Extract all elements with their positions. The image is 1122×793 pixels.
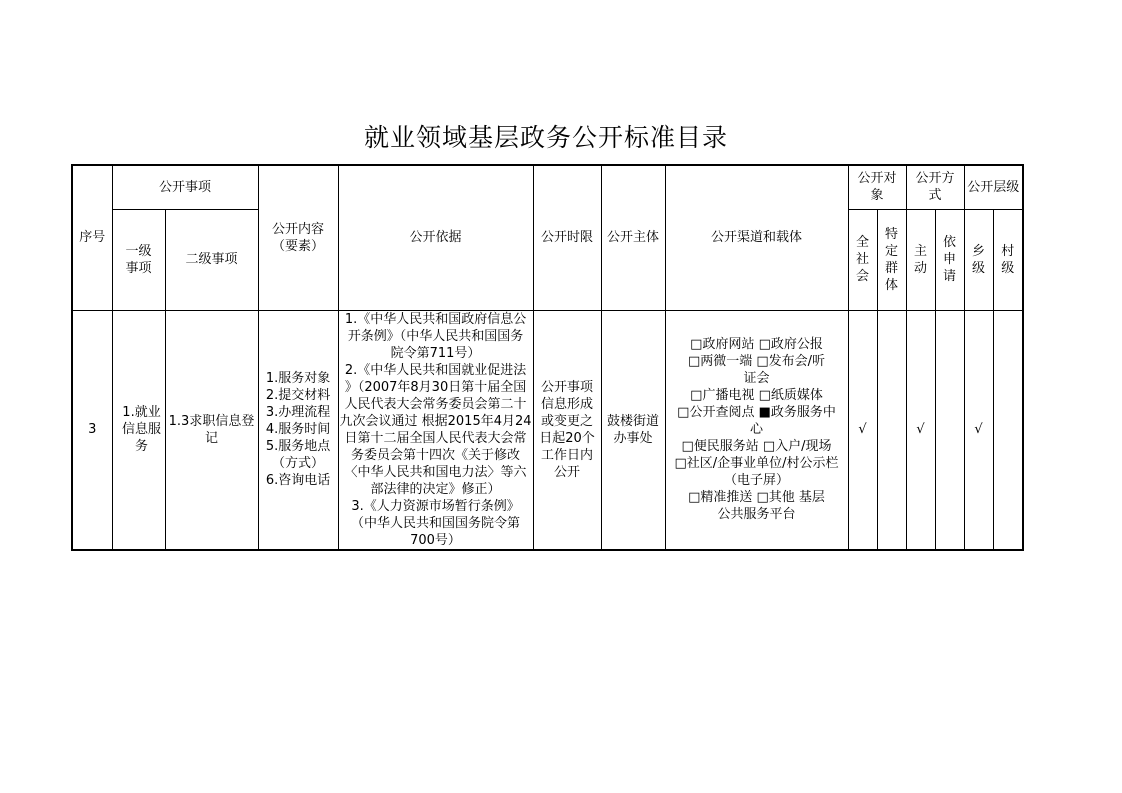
header-method: 公开方 式 [906,165,964,209]
header-level: 公开层级 [964,165,1023,209]
cell-time-limit: 公开事项 信息形成 或变更之 日起20个 工作日内 公开 [533,310,601,550]
cell-content: 1.服务对象 2.提交材料 3.办理流程 4.服务时间 5.服务地点 （方式） 6.咨询电话 [258,310,338,550]
cell-level-township: √ [964,310,993,550]
cell-method-request [935,310,964,550]
table-row [72,310,1023,550]
header-level-village: 村 级 [993,209,1023,310]
cell-level1: 1.就业 信息服 务 [112,310,165,550]
header-channels: 公开渠道和载体 [665,165,848,310]
header-level-township: 乡 级 [964,209,993,310]
header-items: 公开事项 [112,165,258,209]
cell-seq: 3 [72,310,112,550]
header-method-active: 主 动 [906,209,935,310]
cell-level-village [993,310,1023,550]
cell-level2: 1.3求职信息登 记 [165,310,258,550]
header-audience-specific: 特 定 群 体 [877,209,906,310]
cell-channels: □政府网站 □政府公报 □两微一端 □发布会/听 证会 □广播电视 □纸质媒体 □公开查阅点 ■政务服务中 心 □便民服务站 □入户/现场 □社区/企事业单位/村公示栏 （电子屏） □精准推送 □其他 基层 公共服务平台 [665,310,848,550]
header-content: 公开内容 （要素） [258,165,338,310]
header-audience-all: 全 社 会 [848,209,877,310]
header-seq: 序号 [72,165,112,310]
cell-method-active: √ [906,310,935,550]
header-audience: 公开对 象 [848,165,906,209]
cell-audience-specific [877,310,906,550]
header-subject: 公开主体 [601,165,665,310]
header-level1: 一级 事项 [112,209,165,310]
header-level2: 二级事项 [165,209,258,310]
cell-basis: 1.《中华人民共和国政府信息公 开条例》（中华人民共和国国务 院令第711号） 2.《中华人民共和国就业促进法 》（2007年8月30日第十届全国 人民代表大会常务委员会第二十 九次会议通过 根据2015年4月24 日第十二届全国人民代表大会常 务委员会第十四次《关于修改 〈中华人民共和国电力法〉等六 部法律的决定》修正） 3.《人力资源市场暂行条例》 （中华人民共和国国务院令第 700号） [339,311,532,548]
cell-audience-all: √ [848,310,877,550]
header-method-request: 依 申 请 [935,209,964,310]
catalog-table [71,164,1024,551]
page-title: 就业领域基层政务公开标准目录 [363,123,728,152]
header-basis: 公开依据 [338,165,533,310]
header-time-limit: 公开时限 [533,165,601,310]
cell-subject: 鼓楼街道 办事处 [601,310,665,550]
